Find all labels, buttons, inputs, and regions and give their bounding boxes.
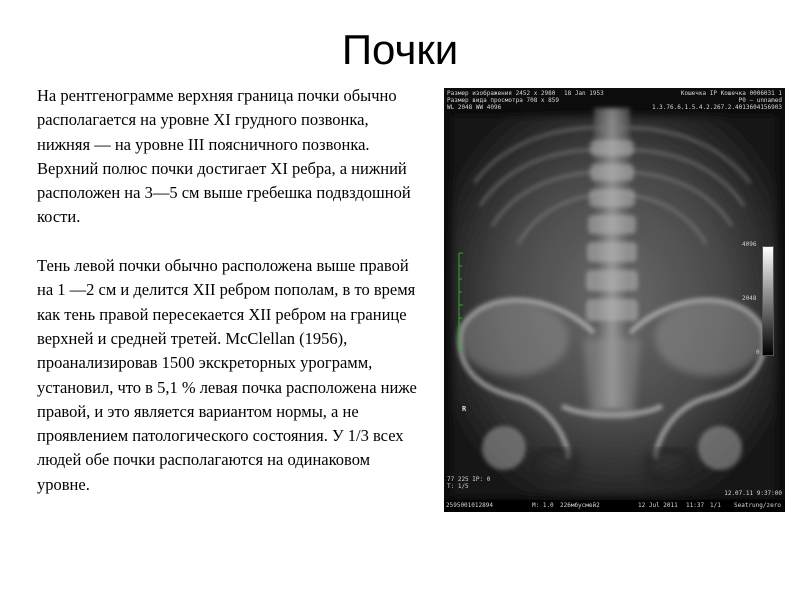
overlay-patient-id: Кошечка IP Кошечка 0006031 1 bbox=[680, 90, 782, 97]
overlay-view-size: Размер вида просмотра 708 x 859 bbox=[447, 97, 559, 104]
overlay-top-right bbox=[652, 90, 782, 111]
overlay-image-size: Размер изображения 2452 x 2980 bbox=[447, 90, 556, 97]
footer-id: 2595001012894 bbox=[446, 502, 493, 509]
footer-magnification: M: 1.0 bbox=[532, 502, 554, 509]
slide-body-text bbox=[37, 84, 422, 497]
overlay-study-uid: 1.3.76.6.1.5.4.2.267.2.4013604156903 bbox=[651, 104, 782, 111]
overlay-position: 77 225 IP: 0 bbox=[447, 476, 491, 483]
overlay-series-name: P0 — unnamed bbox=[738, 97, 782, 104]
footer-date: 12 Jul 2011 bbox=[638, 502, 678, 509]
footer-time: 11:37 bbox=[686, 502, 705, 509]
footer-operator: 226мбусмей2 bbox=[560, 502, 600, 509]
side-marker: R bbox=[462, 405, 467, 413]
overlay-window-level: WL 2048 WW 4096 bbox=[447, 104, 502, 111]
kidney-xray-image bbox=[444, 88, 785, 512]
scale-label-mid: 2048 bbox=[742, 295, 757, 302]
slide-title: Почки bbox=[341, 26, 459, 73]
paragraph-kidney-position: На рентгенограмме верхняя граница почки обычно располагается на уровне XI грудного позвонка, нижняя — на уровне III поясничного позвонка. Верхний полюс почки достигает XI ребра, а нижний расположен на 3—5 см выше гребешка подвздошной кости. bbox=[37, 86, 411, 227]
overlay-frame: T: 1/5 bbox=[447, 483, 469, 490]
overlay-study-date: 18 Jan 1953 bbox=[564, 90, 604, 97]
paragraph-left-kidney: Тень левой почки обычно расположена выше правой на 1 —2 см и делится XII ребром пополам, в то время как тень правой пересекается XII ребром на границе верхней и средней третей. McClellan (1956), проанализировав 1500 экскреторных урограмм, установил, что в 5,1 % левая почка расположена ниже правой, и это является вариантом нормы, а не проявлением патологического состояния. У 1/3 всех людей обе почки располагаются на одинаковом уровне. bbox=[37, 256, 417, 494]
scale-label-max: 4096 bbox=[742, 241, 757, 248]
footer-frame: 1/1 bbox=[710, 502, 721, 509]
overlay-bottom-right: 12.07.11 9:37:00 bbox=[724, 490, 782, 497]
overlay-top-left bbox=[447, 90, 559, 111]
footer-station: Seatrung/zero bbox=[734, 502, 781, 509]
scale-label-min: 0 bbox=[756, 349, 760, 356]
overlay-bottom-left bbox=[447, 476, 490, 490]
xray-film-graphic bbox=[444, 88, 785, 512]
grayscale-bar bbox=[762, 246, 774, 356]
